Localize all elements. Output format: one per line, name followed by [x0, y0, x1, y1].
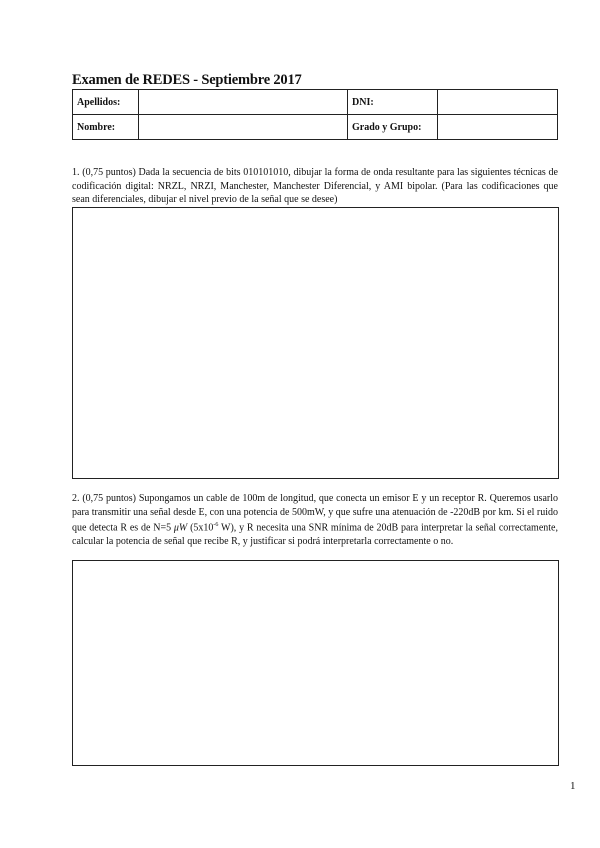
dni-label: DNI:	[348, 90, 438, 115]
student-info-table	[72, 89, 558, 140]
question-2-exponent: -6	[213, 522, 219, 528]
nombre-field[interactable]	[139, 115, 348, 140]
nombre-label: Nombre:	[73, 115, 139, 140]
apellidos-label: Apellidos:	[73, 90, 139, 115]
apellidos-field[interactable]	[139, 90, 348, 115]
question-1-text: 1. (0,75 puntos) Dada la secuencia de bits 010101010, dibujar la forma de onda resultante para las siguientes técnicas de codificación digital: NRZL, NRZI, Manchester, Manchester Diferencial, y AMI bipolar. (Para las codificaciones que sean diferenciales, dibujar el nivel previo de la señal que se desee)	[72, 167, 558, 205]
dni-field[interactable]	[438, 90, 558, 115]
page-number: 1	[570, 780, 576, 792]
question-2-text-after: W), y R necesita una SNR mínima de 20dB para interpretar la señal correctamente, calcular la potencia de señal que recibe R, y justificar si podrá interpretarla correctamente o no.	[72, 522, 558, 547]
question-2-text-before: 2. (0,75 puntos) Supongamos un cable de 100m de longitud, que conecta un emisor E y un receptor R. Queremos usarlo para transmitir una señal desde E, con una potencia de 500mW, y que sufre una atenuación de -220dB por km. Si el ruido que detecta R es de N=5	[72, 493, 558, 534]
grado-grupo-label: Grado y Grupo:	[348, 115, 438, 140]
question-2-unit: μW	[173, 522, 188, 534]
exam-title: Examen de REDES - Septiembre 2017	[72, 72, 302, 88]
question-2-paren-open: (5x10	[187, 522, 214, 534]
question-1-answer-box[interactable]	[72, 207, 559, 479]
question-2-answer-box[interactable]	[72, 560, 559, 766]
grado-grupo-field[interactable]	[438, 115, 558, 140]
question-2-text	[72, 492, 558, 548]
